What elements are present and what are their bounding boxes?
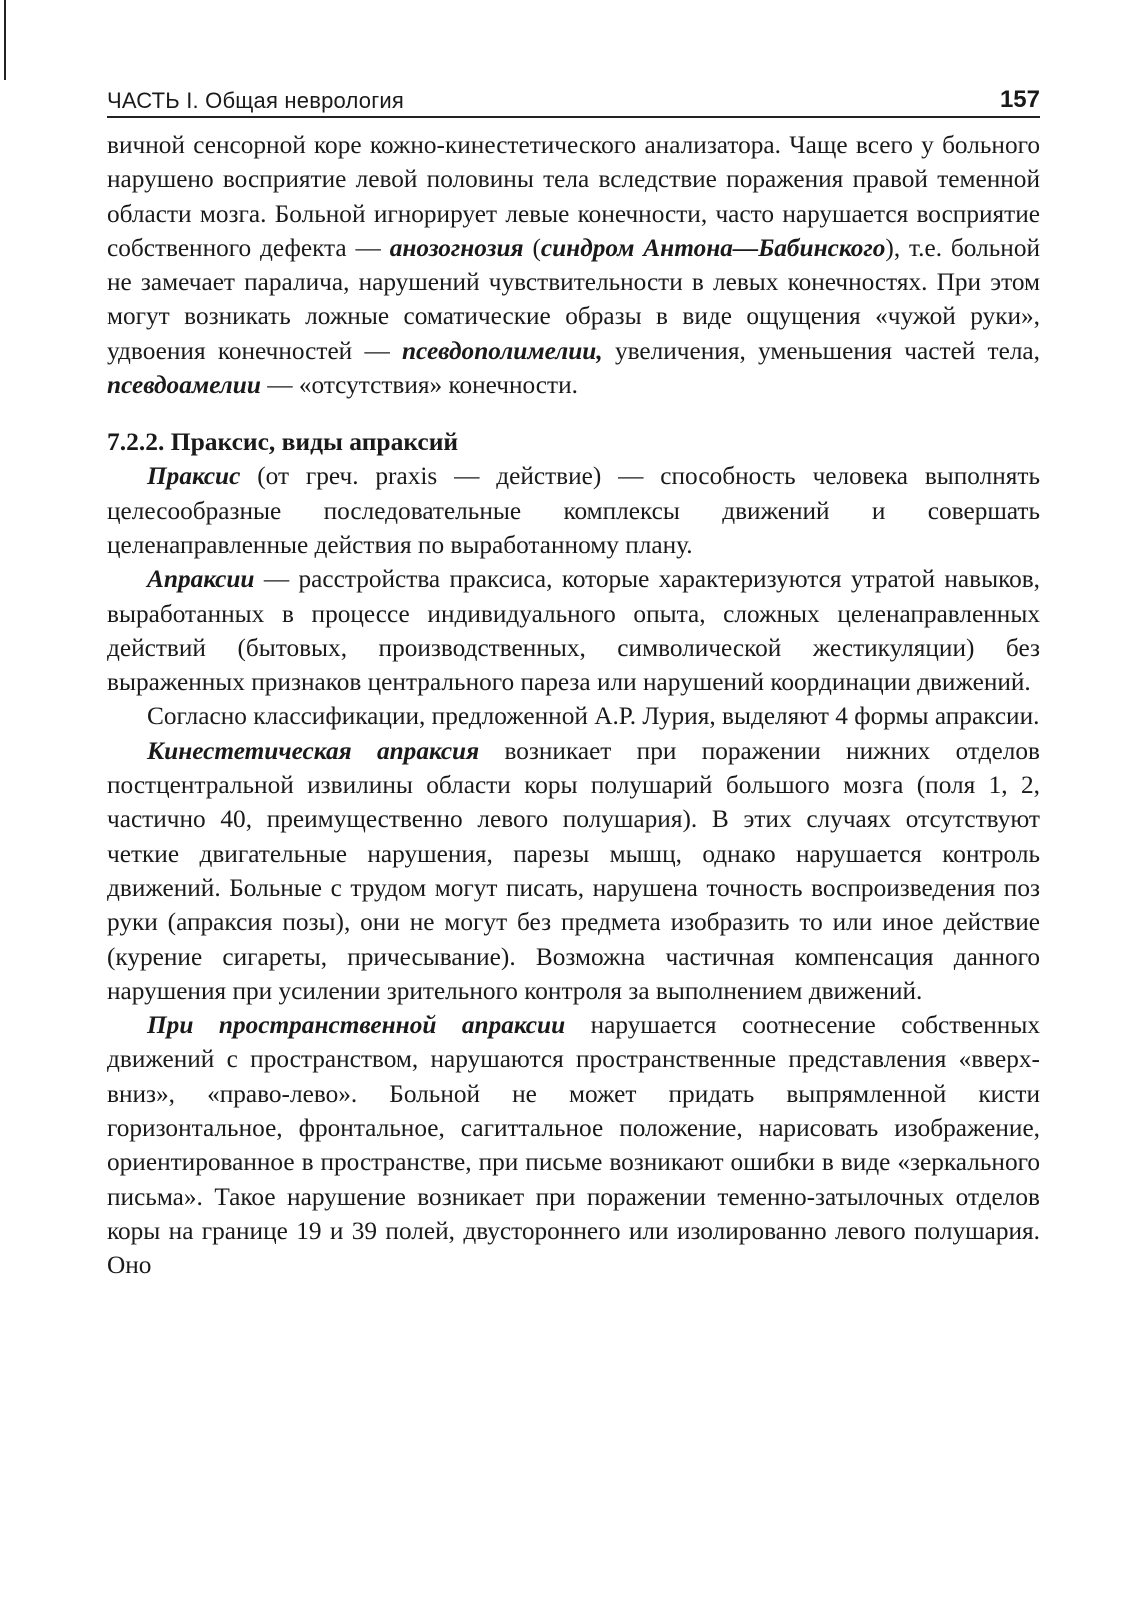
paragraph-kinesthetic-apraxia: [107, 734, 1040, 1008]
term-spatial-apraxia: При пространственной апраксии: [147, 1011, 566, 1040]
term-praxis: Праксис: [147, 462, 241, 491]
term-apraxia: Апраксии: [147, 565, 255, 594]
body-text-section: [107, 459, 1040, 1282]
term-kinesthetic-apraxia: Кинестетическая апраксия: [147, 736, 480, 765]
running-header: [107, 86, 1040, 118]
term-anosognosia: анозогнозия: [389, 233, 524, 262]
scan-edge-mark: [4, 0, 6, 80]
paragraph-praxis: [107, 459, 1040, 562]
chapter-title: ЧАСТЬ I. Общая неврология: [107, 88, 405, 113]
text-run: нарушается соотнесение собственных движений с пространством, нарушаются пространственные представления «вверх-вниз», «право-лево». Больной не может придать выпрямленной кисти горизонтальное, фронтальное, сагиттальное положение, нарисовать изображение, ориентированное в пространстве, при письме возникают ошибки в виде «зеркального письма». Такое нарушение возникает при поражении теменно-затылочных отделов коры на границе 19 и 39 полей, двустороннего или изолированно левого полушария. Оно: [107, 1011, 1040, 1280]
paragraph-apraxia: [107, 562, 1040, 699]
text-run: ), т.е. больной не замечает паралича, нарушений чувствительности в левых конечностях. При этом могут возникать ложные соматические образы в виде ощущения «чужой руки», удвоения конечностей —: [107, 233, 1041, 365]
text-run: — «отсутствия» конечности.: [260, 371, 578, 400]
page-number: 157: [999, 86, 1040, 113]
paragraph-anosognosia: [107, 128, 1040, 402]
text-run: Согласно классификации, предложенной А.Р. Лурия, выделяют 4 формы апраксии.: [147, 702, 1040, 731]
text-run: (: [523, 233, 541, 262]
section-heading: 7.2.2. Праксис, виды апраксий: [107, 427, 459, 457]
book-page: [107, 86, 1040, 1283]
term-pseudopolymelia: псевдополимелии,: [401, 336, 603, 365]
text-run: — расстройства праксиса, которые характеризуются утратой навыков, выработанных в процессе индивидуального опыта, сложных целенаправленных действий (бытовых, производственных, символической жестикуляции) без выраженных признаков центрального пареза или нарушений координации движений.: [107, 565, 1040, 697]
term-pseudoamelia: псевдоамелии: [107, 371, 261, 400]
paragraph-spatial-apraxia: [107, 1008, 1040, 1282]
text-run: вичной сенсорной коре кожно-кинестетического анализатора. Чаще всего у больного нарушено восприятие левой половины тела вследствие поражения правой теменной области мозга. Больной игнорирует левые конечности, часто нарушается восприятие собственного дефекта —: [107, 131, 1040, 262]
text-run: возникает при поражении нижних отделов постцентральной извилины области коры полушарий большого мозга (поля 1, 2, частично 40, преимущественно левого полушария). В этих случаях отсутствуют четкие двигательные нарушения, парезы мышц, однако нарушается контроль движений. Больные с трудом могут писать, нарушена точность воспроизведения поз руки (апраксия позы), они не могут без предмета изобразить то или иное действие (курение сигареты, причесывание). Возможна частичная компенсация данного нарушения при усилении зрительного контроля за выполнением движений.: [107, 736, 1040, 1005]
text-run: (от греч. praxis — действие) — способность человека выполнять целесообразные последовательные комплексы движений и совершать целенаправленные действия по выработанному плану.: [107, 462, 1040, 559]
paragraph-classification: [107, 699, 1040, 733]
term-anton-babinski-syndrome: синдром Антона—Бабинского: [540, 233, 886, 262]
text-run: увеличения, уменьшения частей тела,: [602, 336, 1040, 365]
body-text: [107, 128, 1040, 402]
